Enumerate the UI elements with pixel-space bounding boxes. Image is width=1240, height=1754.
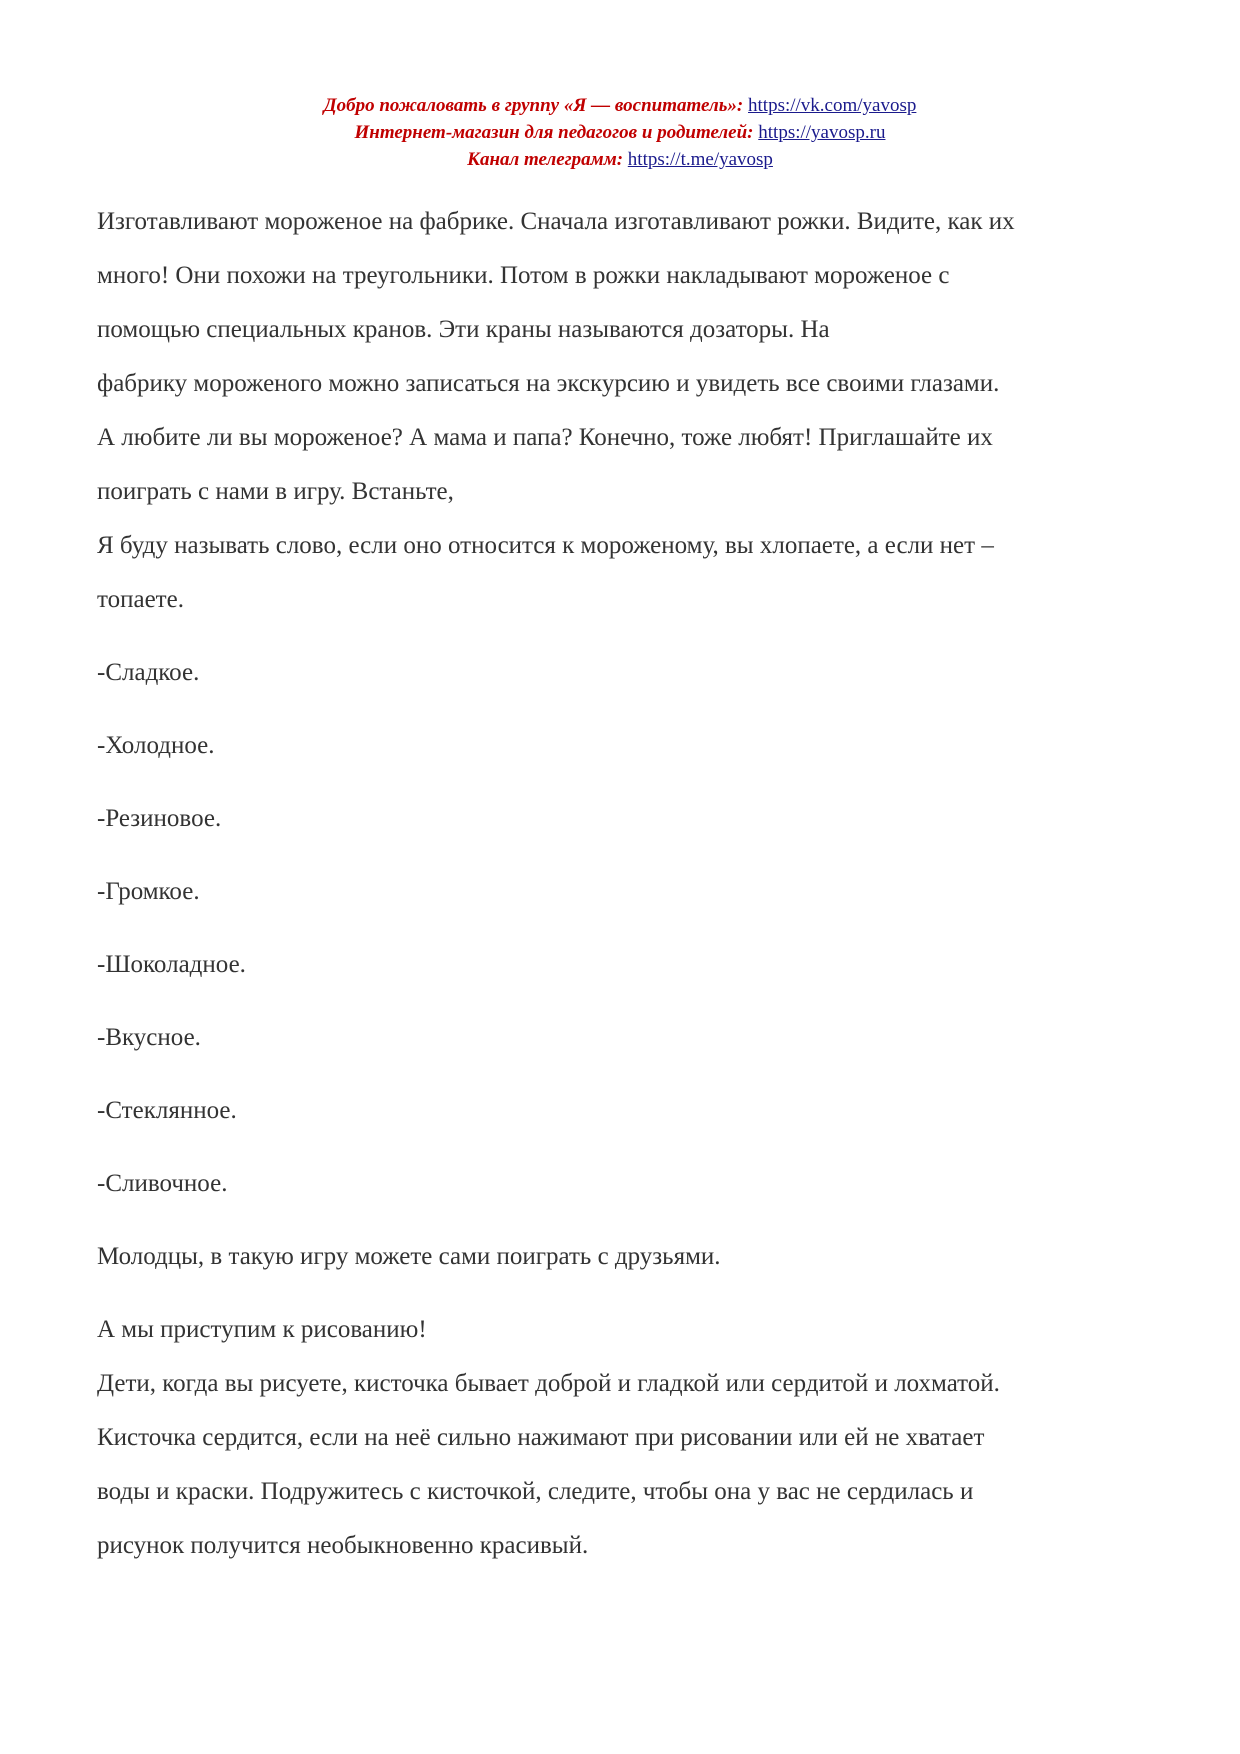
shop-link[interactable]: https://yavosp.ru bbox=[758, 122, 886, 143]
text-line: поиграть с нами в игру. Встаньте, bbox=[97, 478, 454, 505]
text-line: Дети, когда вы рисуете, кисточка бывает доброй и гладкой или сердитой и лохматой. bbox=[97, 1370, 1000, 1397]
game-word-item: -Сливочное. bbox=[97, 1170, 228, 1197]
drawing-intro-line: А мы приступим к рисованию! bbox=[97, 1316, 427, 1343]
text-line: А любите ли вы мороженое? А мама и папа? Конечно, тоже любят! Приглашайте их bbox=[97, 424, 993, 451]
game-word-item: -Стеклянное. bbox=[97, 1097, 237, 1124]
text-line: много! Они похожи на треугольники. Потом в рожки накладывают мороженое с bbox=[97, 262, 950, 289]
telegram-link[interactable]: https://t.me/yavosp bbox=[627, 149, 773, 170]
text-line: топаете. bbox=[97, 586, 184, 613]
closing-paragraph bbox=[97, 1357, 1187, 1573]
game-word-item: -Громкое. bbox=[97, 878, 200, 905]
header-label-telegram: Канал телеграмм: bbox=[467, 149, 624, 170]
text-line: Кисточка сердится, если на неё сильно нажимают при рисовании или ей не хватает bbox=[97, 1424, 985, 1451]
header-label-vk: Добро пожаловать в группу «Я — воспитатель»: bbox=[323, 95, 744, 116]
game-word-item: -Вкусное. bbox=[97, 1024, 201, 1051]
game-word-item: -Сладкое. bbox=[97, 659, 200, 686]
document-body bbox=[97, 195, 1187, 1573]
text-line: Я буду называть слово, если оно относится к мороженому, вы хлопаете, а если нет – bbox=[97, 532, 994, 559]
game-word-list bbox=[97, 646, 1187, 1211]
header-line-vk bbox=[0, 92, 1240, 119]
text-line: рисунок получится необыкновенно красивый. bbox=[97, 1532, 589, 1559]
game-word-item: -Шоколадное. bbox=[97, 951, 246, 978]
page-header bbox=[0, 92, 1240, 173]
header-line-shop bbox=[0, 119, 1240, 146]
text-line: помощью специальных кранов. Эти краны называются дозаторы. На bbox=[97, 316, 830, 343]
header-label-shop: Интернет-магазин для педагогов и родителей: bbox=[354, 122, 754, 143]
intro-paragraph bbox=[97, 195, 1187, 627]
header-line-telegram bbox=[0, 146, 1240, 173]
text-line: фабрику мороженого можно записаться на экскурсию и увидеть все своими глазами. bbox=[97, 370, 1000, 397]
game-word-item: -Холодное. bbox=[97, 732, 215, 759]
vk-group-link[interactable]: https://vk.com/yavosp bbox=[748, 95, 917, 116]
text-line: воды и краски. Подружитесь с кисточкой, следите, чтобы она у вас не сердилась и bbox=[97, 1478, 974, 1505]
text-line: Изготавливают мороженое на фабрике. Сначала изготавливают рожки. Видите, как их bbox=[97, 208, 1015, 235]
game-word-item: -Резиновое. bbox=[97, 805, 222, 832]
praise-paragraph: Молодцы, в такую игру можете сами поиграть с друзьями. bbox=[97, 1243, 721, 1270]
